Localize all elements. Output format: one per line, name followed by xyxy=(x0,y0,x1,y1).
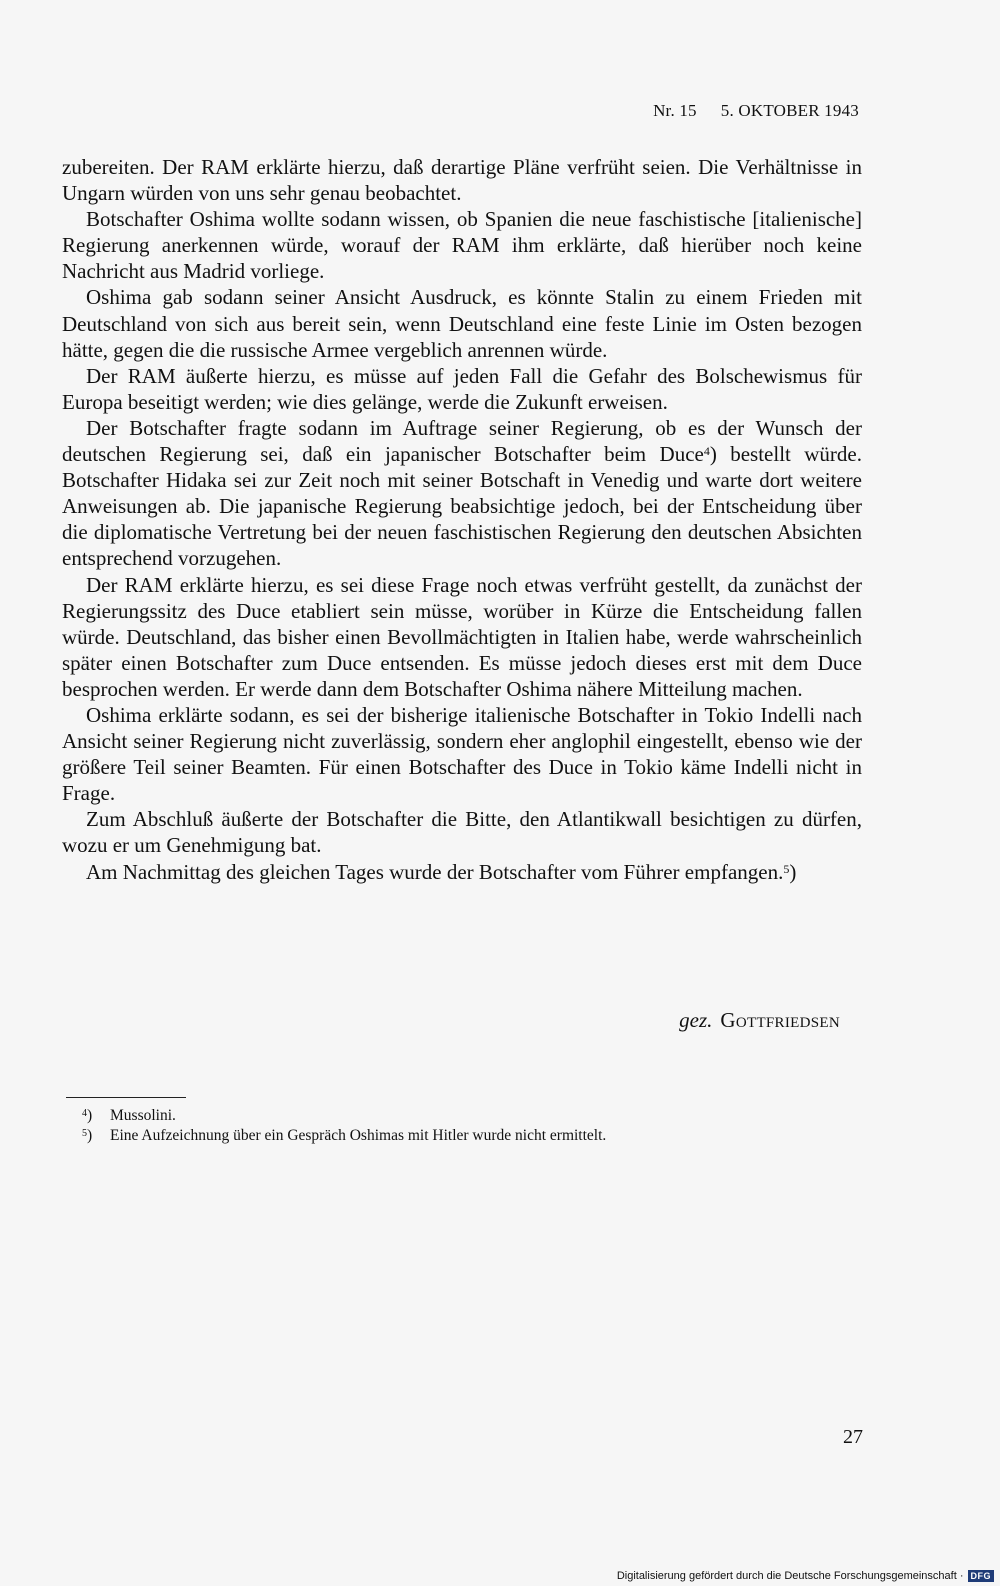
signature xyxy=(679,1008,840,1033)
paragraph xyxy=(62,859,862,885)
paragraph: Der RAM äußerte hierzu, es müsse auf jeden Fall die Gefahr des Bolschewismus für Europa beseitigt werden; wie dies gelänge, werde die Zukunft erweisen. xyxy=(62,363,862,414)
paragraph: Zum Abschluß äußerte der Botschafter die Bitte, den Atlantikwall besichtigen zu dürfen, wozu er um Genehmigung bat. xyxy=(62,807,862,858)
footnote-text: Eine Aufzeichnung über ein Gespräch Oshimas mit Hitler wurde nicht ermittelt. xyxy=(110,1127,607,1144)
footnote-ref[interactable]: 5 xyxy=(783,861,790,876)
digitization-credit xyxy=(617,1570,994,1582)
signature-prefix: gez. xyxy=(679,1008,713,1032)
paragraph-text: Der Botschafter fragte sodann im Auftrage seiner Regierung, ob es der Wunsch der deutschen Regierung sei, daß ein japanischer Botschafter beim Duce xyxy=(62,415,862,467)
paragraph: Botschafter Oshima wollte sodann wissen, ob Spanien die neue faschistische [italienische] Regierung anerkennen würde, worauf der RAM ihm erklärte, daß hierüber noch keine Nachricht aus Madrid vorliege. xyxy=(62,207,862,284)
page-number: 27 xyxy=(843,1426,863,1448)
footnote xyxy=(82,1106,606,1126)
footnote-ref[interactable]: 4 xyxy=(703,444,710,459)
dfg-logo-icon[interactable]: DFG xyxy=(968,1570,995,1582)
paragraph xyxy=(62,415,862,572)
document-date: 5. OKTOBER 1943 xyxy=(720,101,859,120)
footnote-number: $^4$) xyxy=(82,1107,93,1124)
footnote-text: Mussolini. xyxy=(110,1107,176,1124)
document-number: Nr. 15 xyxy=(653,101,697,120)
signature-name: Gottfriedsen xyxy=(720,1008,840,1032)
credit-text: Digitalisierung gefördert durch die Deutsche Forschungsgemeinschaft · xyxy=(616,1570,964,1582)
body-text xyxy=(62,154,862,885)
paragraph-text: ) bestellt würde. Botschafter Hidaka sei zur Zeit noch mit seiner Botschaft in Venedig und warte dort weitere Anweisungen ab. Die japanische Regierung beabsichtige jedoch, bei der Entscheidung über die diplomatische Vertretung bei der neuen faschistischen Regierung den deutschen Absichten entsprechend vorzugehen. xyxy=(62,442,862,571)
paragraph-text: Am Nachmittag des gleichen Tages wurde der Botschafter vom Führer empfangen. xyxy=(86,859,784,884)
footnote-divider xyxy=(66,1097,186,1098)
footnote-number: $^5$) xyxy=(82,1127,93,1144)
paragraph: Oshima gab sodann seiner Ansicht Ausdruck, es könnte Stalin zu einem Frieden mit Deutschland von sich aus bereit sein, wenn Deutschland eine feste Linie im Osten bezogen hätte, gegen die die russische Armee vergeblich anrennen würde. xyxy=(62,285,862,362)
footnotes xyxy=(82,1106,606,1146)
paragraph: zubereiten. Der RAM erklärte hierzu, daß derartige Pläne verfrüht seien. Die Verhältnisse in Ungarn würden von uns sehr genau beobachtet. xyxy=(62,155,862,206)
running-head xyxy=(653,101,859,121)
footnote xyxy=(82,1126,606,1146)
paragraph: Der RAM erklärte hierzu, es sei diese Frage noch etwas verfrüht gestellt, da zunächst der Regierungssitz des Duce etabliert sein müsse, worüber in Kürze die Entscheidung fallen würde. Deutschland, das bisher einen Bevollmächtigten in Italien habe, werde wahrscheinlich später einen Botschafter zum Duce entsenden. Es müsse jedoch dieses erst mit dem Duce besprochen werden. Er werde dann dem Botschafter Oshima nähere Mitteilung machen. xyxy=(62,572,862,701)
paragraph-text: ) xyxy=(789,859,797,884)
paragraph: Oshima erklärte sodann, es sei der bisherige italienische Botschafter in Tokio Indelli nach Ansicht seiner Regierung nicht zuverlässig, sondern eher anglophil eingestellt, ebenso wie der größere Teil seiner Beamten. Für einen Botschafter des Duce in Tokio käme Indelli nicht in Frage. xyxy=(62,702,862,806)
